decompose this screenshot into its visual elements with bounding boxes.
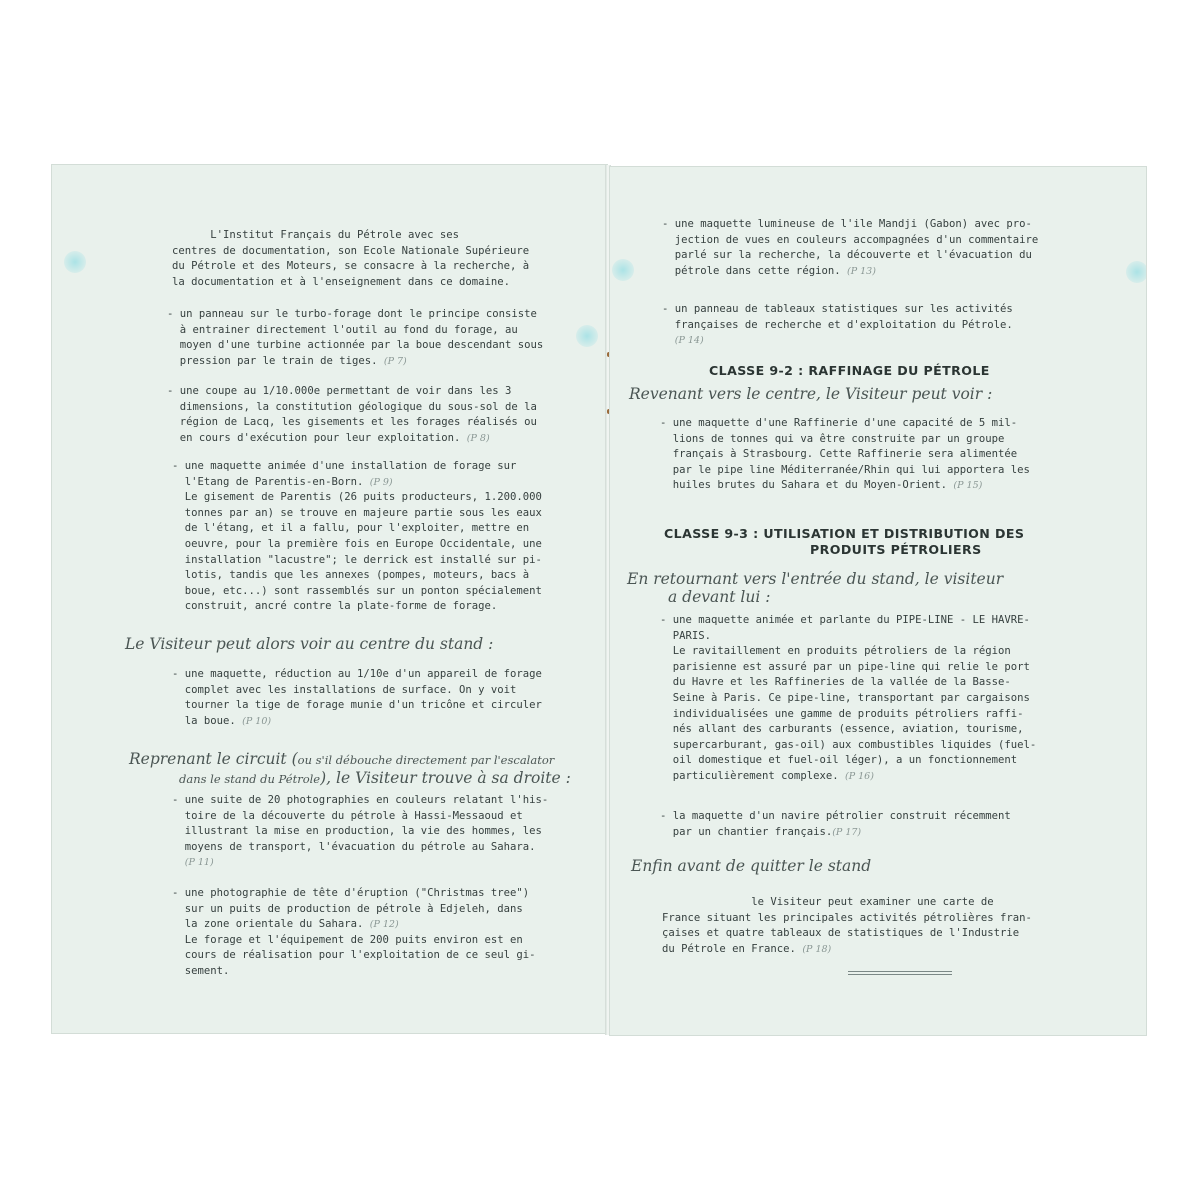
page-reference: (P 10) — [242, 715, 272, 727]
list-item: - une maquette, réduction au 1/10e d'un appareil de forage complet avec les installations de surface. On y voit tourner la tige de forage munie d'un tricône et circuler la boue. (P 10) — [172, 668, 542, 727]
list-item: - la maquette d'un navire pétrolier construit récemment par un chantier français.(P 17) — [660, 810, 1011, 838]
section-heading: PRODUITS PÉTROLIERS — [810, 542, 982, 557]
list-item: - une maquette d'une Raffinerie d'une capacité de 5 mil- lions de tonnes qui va être construite par un groupe français à Strasbourg. Cette Raffinerie sera alimentée par le pipe line Méditerranée/Rhin qui lui apportera les huiles brutes du Sahara et du Moyen-Orient. (P 15) — [660, 417, 1030, 492]
right-page — [610, 167, 1146, 1035]
stain-spot — [64, 251, 86, 273]
stain-spot — [576, 325, 598, 347]
section-lead: a devant lui : — [668, 588, 771, 606]
page-reference: (P 8) — [466, 432, 490, 444]
end-rule — [848, 974, 952, 975]
page-reference: (P 14) — [674, 335, 704, 347]
open-booklet — [52, 165, 1146, 1035]
list-item: - une suite de 20 photographies en couleurs relatant l'his- toire de la découverte du pétrole à Hassi-Messaoud et illustrant la mise en production, la vie des hommes, les moyens de transport, l'évacuation du pétrole au Sahara. (P 11) — [172, 794, 549, 869]
page-reference: (P 9) — [369, 476, 393, 488]
page-reference: (P 11) — [184, 857, 214, 869]
intro-paragraph: L'Institut Français du Pétrole avec ses centres de documentation, son Ecole Nationale Supérieure du Pétrole et des Moteurs, se consacre à la recherche, à la documentation et à l'enseignement dans ce domaine. — [172, 229, 530, 288]
stain-spot — [1126, 261, 1146, 283]
list-item: - une photographie de tête d'éruption ("Christmas tree") sur un puits de production de pétrole à Edjeleh, dans la zone orientale du Sahara. (P 12) Le forage et l'équipement de 200 puits environ est en cours de réalisation pour l'exploitation de ce seul gi- sement. — [172, 887, 536, 977]
section-lead: Le Visiteur peut alors voir au centre du stand : — [125, 635, 494, 653]
stain-spot — [612, 259, 634, 281]
section-heading: CLASSE 9-3 : UTILISATION ET DISTRIBUTION DES — [664, 526, 1025, 541]
page-reference: (P 15) — [953, 480, 983, 492]
list-item: - un panneau sur le turbo-forage dont le principe consiste à entrainer directement l'outil au fond du forage, au moyen d'une turbine actionnée par la boue descendant sous pression par le train de tiges. (P 7) — [167, 308, 544, 367]
end-rule — [848, 971, 952, 972]
section-lead: Revenant vers le centre, le Visiteur peut voir : — [629, 385, 993, 403]
page-reference: (P 17) — [832, 826, 862, 838]
left-page — [52, 165, 607, 1033]
page-reference: (P 13) — [846, 265, 876, 277]
page-reference: (P 7) — [383, 355, 407, 367]
list-item: - une coupe au 1/10.000e permettant de voir dans les 3 dimensions, la constitution géologique du sous-sol de la région de Lacq, les gisements et les forages réalisés ou en cours d'exécution pour leur exploitation. (P 8) — [167, 385, 537, 444]
page-reference: (P 16) — [844, 770, 874, 782]
page-reference: (P 12) — [369, 919, 399, 931]
closing-paragraph: le Visiteur peut examiner une carte de France situant les principales activités pétrolières fran- çaises et quatre tableaux de statistiques de l'Industrie du Pétrole en France. (P 18) — [662, 896, 1032, 955]
list-item: - une maquette animée d'une installation de forage sur l'Etang de Parentis-en-Born. (P 9) Le gisement de Parentis (26 puits producteurs, 1.200.000 tonnes par an) se trouve en majeure partie sous les eaux de l'étang, et il a fallu, pour l'exploiter, mettre en oeuvre, pour la première fois en Europe Occidentale, une installation "lacustre"; le derrick est installé sur pi- lotis, tandis que les annexes (pompes, moteurs, bacs à boue, etc...) sont rassemblés sur un ponton spécialement construit, ancré contre la plate-forme de forage. — [172, 460, 542, 613]
list-item: - une maquette animée et parlante du PIPE-LINE - LE HAVRE- PARIS. Le ravitaillement en produits pétroliers de la région parisienne est assuré par un pipe-line qui relie le port du Havre et les Raffineries de la vallée de la Basse- Seine à Paris. Ce pipe-line, transportant par cargaisons individualisées une gamme de produits pétroliers raffi- nés allant des carburants (essence, aviation, tourisme, supercarburant, gas-oil) aux combustibles liquides (fuel- oil domestique et fuel-oil léger), a un fonctionnement particulièrement complexe. (P 16) — [660, 614, 1037, 782]
section-lead: En retournant vers l'entrée du stand, le visiteur — [627, 570, 1004, 588]
page-reference: (P 18) — [802, 943, 832, 955]
section-lead: Reprenant le circuit (ou s'il débouche directement par l'escalator dans le stand du Pétrole), le Visiteur trouve à sa droite : — [129, 750, 571, 787]
list-item: - une maquette lumineuse de l'ile Mandji (Gabon) avec pro- jection de vues en couleurs accompagnées d'un commentaire parlé sur la recherche, la découverte et l'évacuation du pétrole dans cette région. (P 13) — [662, 218, 1039, 277]
section-lead: Enfin avant de quitter le stand — [631, 857, 872, 875]
list-item: - un panneau de tableaux statistiques sur les activités françaises de recherche et d'exploitation du Pétrole. (P 14) — [662, 303, 1013, 347]
section-heading: CLASSE 9-2 : RAFFINAGE DU PÉTROLE — [709, 363, 990, 378]
